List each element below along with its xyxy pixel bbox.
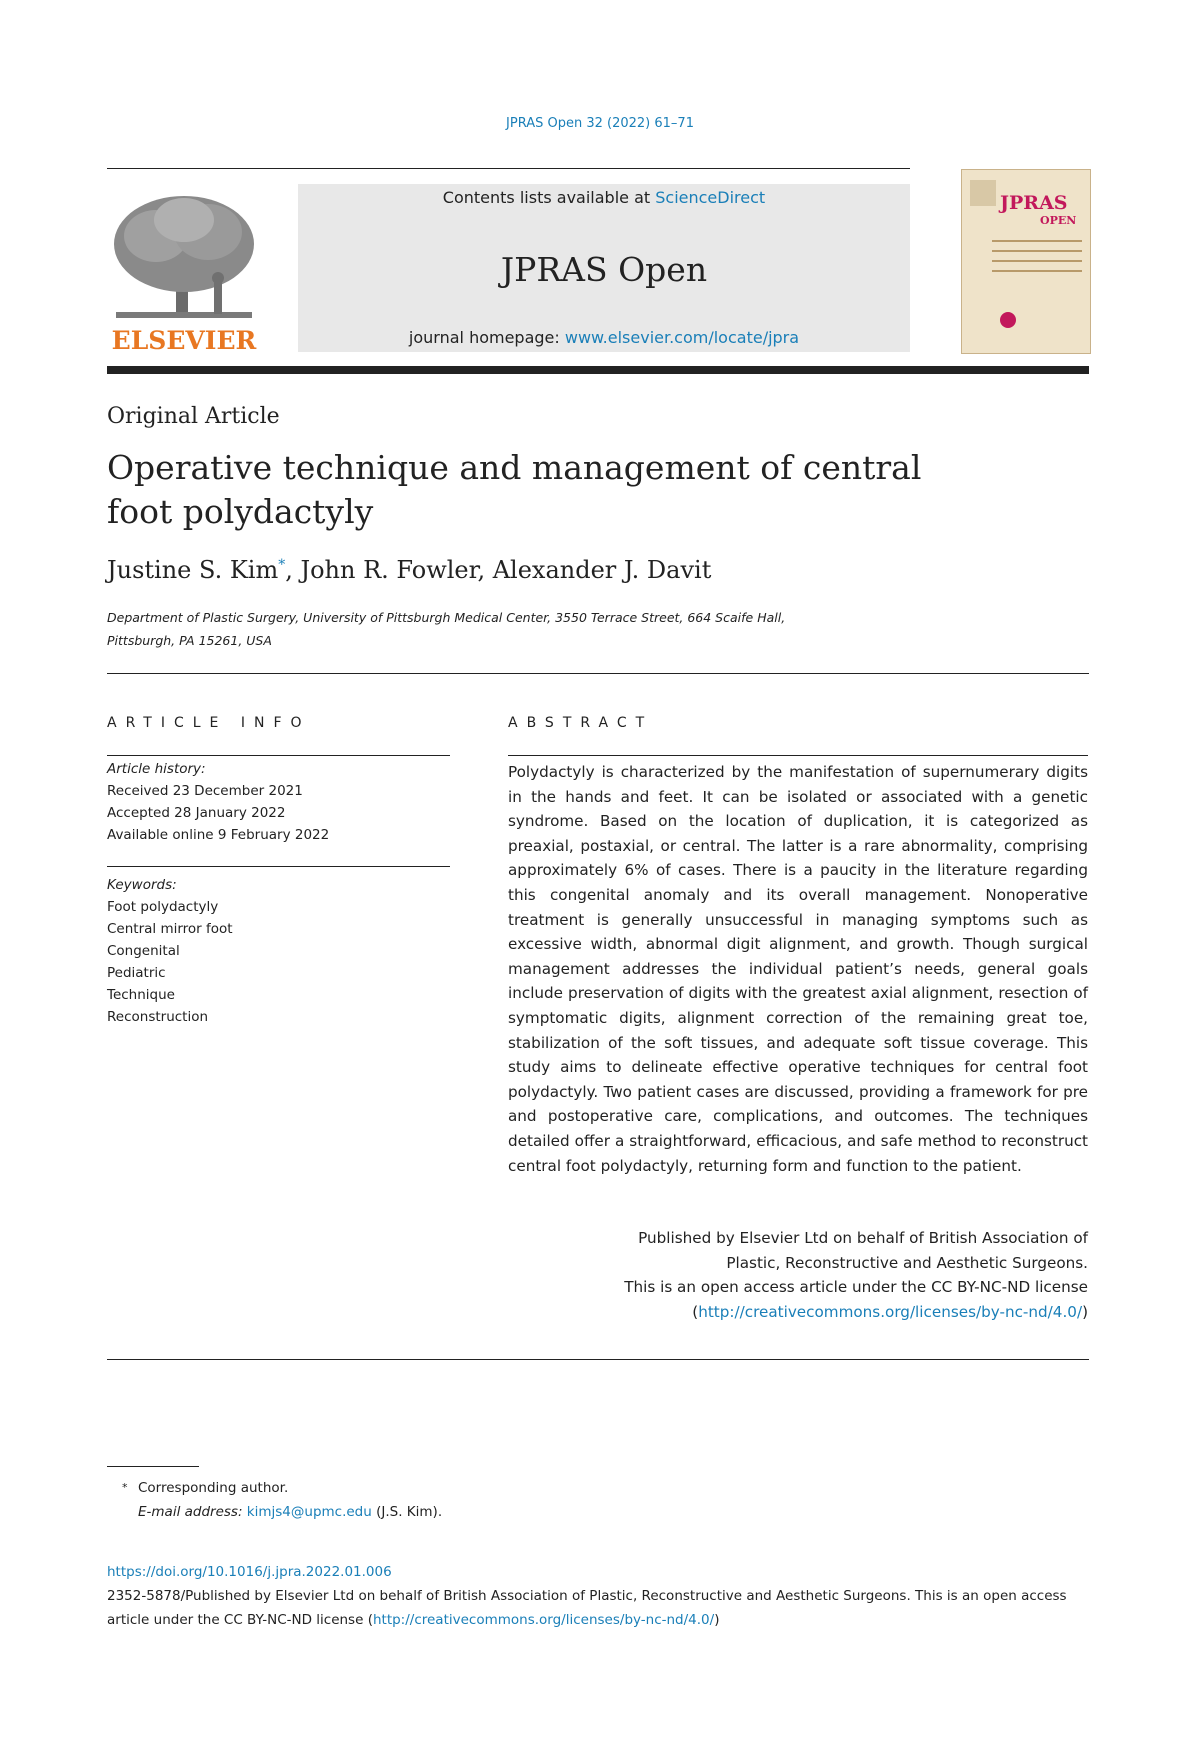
elsevier-wordmark: ELSEVIER	[111, 326, 257, 355]
title-line-1: Operative technique and management of central	[107, 448, 922, 487]
keyword-item: Reconstruction	[107, 1009, 209, 1025]
affiliation-line-2: Pittsburgh, PA 15261, USA	[107, 633, 272, 648]
copyright-notice	[107, 1584, 1087, 1632]
publisher-line-1: Published by Elsevier Ltd on behalf of British Association of	[638, 1229, 1088, 1247]
abstract-rule	[508, 755, 1088, 756]
keyword-item: Congenital	[107, 943, 180, 959]
keyword-item: Pediatric	[107, 965, 166, 981]
header-thick-rule	[107, 366, 1089, 374]
available-date: Available online 9 February 2022	[107, 827, 330, 843]
license-close-paren: )	[1082, 1302, 1088, 1321]
elsevier-logo[interactable]	[106, 186, 262, 354]
keywords-label: Keywords:	[107, 877, 177, 893]
journal-title: JPRAS Open	[500, 250, 708, 289]
corresponding-author-note: Corresponding author.	[138, 1480, 289, 1496]
cover-decoration	[970, 180, 996, 206]
keyword-item: Technique	[107, 987, 175, 1003]
corresponding-author-mark[interactable]: *	[278, 557, 286, 573]
cover-text-lines	[992, 236, 1082, 276]
article-info-rule-1	[107, 755, 450, 756]
sciencedirect-link[interactable]: ScienceDirect	[655, 188, 766, 207]
publisher-note	[508, 1226, 1088, 1324]
article-history	[107, 758, 329, 846]
email-owner: (J.S. Kim).	[371, 1504, 443, 1520]
email-line	[118, 1500, 442, 1524]
affiliation-line-1: Department of Plastic Surgery, University of Pittsburgh Medical Center, 3550 Terrace Street, 664 Scaife Hall,	[107, 610, 786, 625]
affiliation	[107, 606, 927, 652]
affiliation-rule	[107, 673, 1089, 674]
cover-badge-icon	[1000, 312, 1016, 328]
contents-prefix: Contents lists available at	[442, 188, 656, 207]
elsevier-tree-icon	[106, 186, 262, 326]
keyword-item: Central mirror foot	[107, 921, 233, 937]
email-link[interactable]: kimjs4@upmc.edu	[246, 1504, 372, 1520]
journal-homepage-link[interactable]: www.elsevier.com/locate/jpra	[564, 328, 800, 347]
contents-availability	[298, 188, 910, 207]
license-url-line	[508, 1300, 1088, 1325]
history-label: Article history:	[107, 761, 206, 777]
other-authors: , John R. Fowler, Alexander J. Davit	[285, 556, 712, 584]
author-kim: Justine S. Kim	[107, 556, 279, 584]
footnote	[118, 1476, 442, 1524]
article-info-rule-2	[107, 866, 450, 867]
footnote-rule	[107, 1466, 199, 1467]
email-label: E-mail address:	[138, 1504, 247, 1520]
author-list	[107, 556, 711, 584]
doi-link[interactable]: https://doi.org/10.1016/j.jpra.2022.01.006	[107, 1564, 392, 1580]
abstract-text: Polydactyly is characterized by the manifestation of supernumerary digits in the hands and feet. It can be isolated or associated with a genetic syndrome. Based on the location of duplication, it is categorized as preaxial, postaxial, or central. The latter is a rare abnormality, comprising approximately 6% of cases. There is a paucity in the literature regarding this congenital anomaly and its overall management. Nonoperative treatment is generally unsuccessful in managing symptoms such as excessive width, abnormal digit alignment, and growth. Though surgical management addresses the individual patient’s needs, general goals include preservation of digits with the greatest axial alignment, resection of symptomatic digits, alignment correction of the remaining great toe, stabilization of the soft tissues, and adequate soft tissue coverage. This study aims to delineate effective operative techniques for central foot polydactyly. Two patient cases are discussed, providing a framework for pre and postoperative care, complications, and outcomes. The techniques detailed offer a straightforward, efficacious, and safe method to reconstruct central foot polydactyly, returning form and function to the patient.	[508, 763, 1088, 1175]
header-top-rule	[107, 168, 910, 169]
keywords-block	[107, 874, 233, 1028]
accepted-date: Accepted 28 January 2022	[107, 805, 286, 821]
keyword-item: Foot polydactyly	[107, 899, 219, 915]
journal-homepage	[298, 328, 910, 347]
cover-subtitle: OPEN	[1040, 214, 1077, 227]
article-title	[107, 446, 927, 534]
journal-reference-link[interactable]: JPRAS Open 32 (2022) 61–71	[506, 116, 694, 131]
copyright-text: 2352-5878/Published by Elsevier Ltd on behalf of British Association of Plastic, Reconstructive and Aesthetic Surgeons. This is an open access article under the CC BY-NC-ND license (	[107, 1588, 1067, 1628]
abstract-heading: ABSTRACT	[508, 715, 654, 731]
received-date: Received 23 December 2021	[107, 783, 303, 799]
abstract-bottom-rule	[107, 1359, 1089, 1360]
article-type: Original Article	[107, 404, 280, 429]
cover-title: JPRAS	[1000, 192, 1068, 214]
footnote-mark: *	[122, 1481, 128, 1494]
license-line: This is an open access article under the CC BY-NC-ND license	[624, 1278, 1088, 1297]
journal-cover-thumbnail[interactable]	[961, 169, 1091, 354]
title-line-2: foot polydactyly	[107, 492, 374, 531]
article-info-heading: ARTICLE INFO	[107, 715, 311, 731]
publisher-line-2: Plastic, Reconstructive and Aesthetic Surgeons.	[726, 1253, 1088, 1272]
license-open-paren: (	[692, 1302, 699, 1321]
license-link[interactable]: http://creativecommons.org/licenses/by-nc-nd/4.0/	[698, 1302, 1083, 1321]
page-footer	[107, 1560, 1087, 1632]
copyright-close: )	[714, 1612, 720, 1628]
homepage-prefix: journal homepage:	[408, 328, 565, 347]
footer-license-link[interactable]: http://creativecommons.org/licenses/by-nc-nd/4.0/	[372, 1612, 715, 1628]
